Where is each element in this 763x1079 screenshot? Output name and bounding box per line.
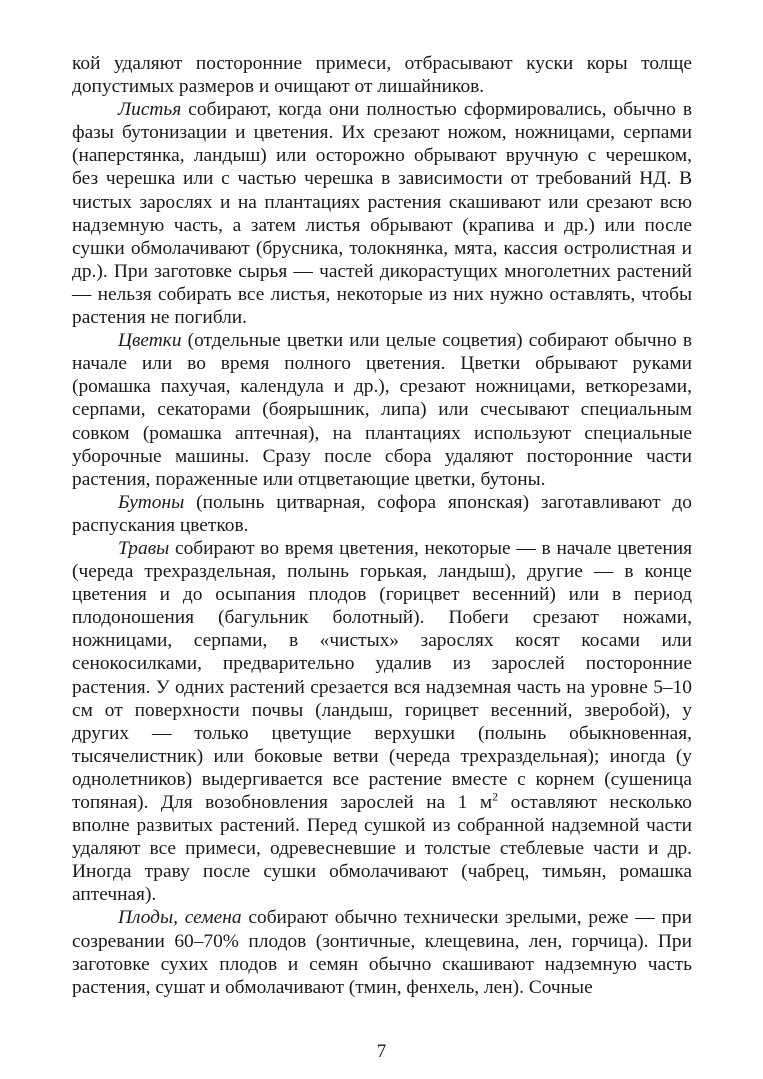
paragraph-bark-continuation bbox=[72, 52, 692, 98]
paragraph-buds bbox=[72, 491, 692, 537]
paragraph-text: собирают во время цветения, некоторые — в начале цветения (череда трехраздельная, полынь горькая, ландыш), другие — в конце цветения и до осыпания плодов (горицвет весенний) или в период плодоношения (багульник болотный). Побеги срезают ножами, ножницами, серпами, в «чистых» зарослях косят косами или сенокосилками, предварительно удалив из зарослей посторонние растения. У одних растений срезается вся надземная часть на уровне 5–10 см от поверхности почвы (ландыш, горицвет весенний, зверобой), у других — только цветущие верхушки (полынь обыкновенная, тысячелистник) или боковые ветви (череда трехраздельная); иногда (у однолетников) выдергивается все растение вместе с корнем (сушеница топяная). Для возобновления зарослей на 1 м bbox=[72, 537, 692, 813]
paragraph-text: собирают обычно технически зрелыми, реже — при созревании 60–70% плодов (зонтичные, клещевина, лен, горчица). При заготовке сухих плодов и семян обычно скашивают надземную часть растения, сушат и обмолачивают (тмин, фенхель, лен). Сочные bbox=[72, 907, 692, 998]
paragraph-fruits-seeds bbox=[72, 906, 692, 998]
term-flowers: Цветки bbox=[118, 330, 182, 352]
paragraph-text: (отдельные цветки или целые соцветия) собирают обычно в начале или во время полного цветения. Цветки обрывают руками (ромашка пахучая, календула и др.), срезают ножницами, веткорезами, серпами, секаторами (боярышник, липа) или счесывают специальным совком (ромашка аптечная), на плантациях используют специальные уборочные машины. Сразу после сбора удаляют посторонние части растения, пораженные или отцветающие цветки, бутоны. bbox=[72, 330, 692, 490]
term-fruits-seeds: Плоды, семена bbox=[118, 907, 242, 929]
superscript-squared: 2 bbox=[492, 789, 499, 804]
paragraph-text: собирают, когда они полностью сформировались, обычно в фазы бутонизации и цветения. Их срезают ножом, ножницами, серпами (наперстянка, ландыш) или осторожно обрывают вручную с черешком, без черешка или с частью черешка в зависимости от требований НД. В чистых зарослях и на плантациях растения скашивают или срезают всю надземную часть, а затем листья обрывают (крапива и др.) или после сушки обмолачивают (брусника, толокнянка, мята, кассия остролистная и др.). При заготовке сырья — частей дикорастущих многолетних растений — нельзя собирать все листья, некоторые из них нужно оставлять, чтобы растения не погибли. bbox=[72, 99, 692, 329]
page-body bbox=[72, 52, 692, 999]
term-leaves: Листья bbox=[118, 99, 182, 121]
paragraph-leaves bbox=[72, 98, 692, 329]
paragraph-text: кой удаляют посторонние примеси, отбрасывают куски коры толще допустимых размеров и очищают от лишайников. bbox=[72, 53, 692, 98]
paragraph-herbs bbox=[72, 537, 692, 907]
paragraph-flowers bbox=[72, 329, 692, 491]
paragraph-text: (полынь цитварная, софора японская) заготавливают до распускания цветков. bbox=[72, 491, 692, 536]
paragraph-text: оставляют несколько вполне развитых растений. Перед сушкой из собранной надземной части удаляют все примеси, одревесневшие и толстые стеблевые части и др. Иногда траву после сушки обмолачивают (чабрец, тимьян, ромашка аптечная). bbox=[72, 792, 692, 906]
term-herbs: Травы bbox=[118, 537, 170, 559]
page-number: 7 bbox=[376, 1041, 387, 1062]
term-buds: Бутоны bbox=[118, 491, 185, 513]
